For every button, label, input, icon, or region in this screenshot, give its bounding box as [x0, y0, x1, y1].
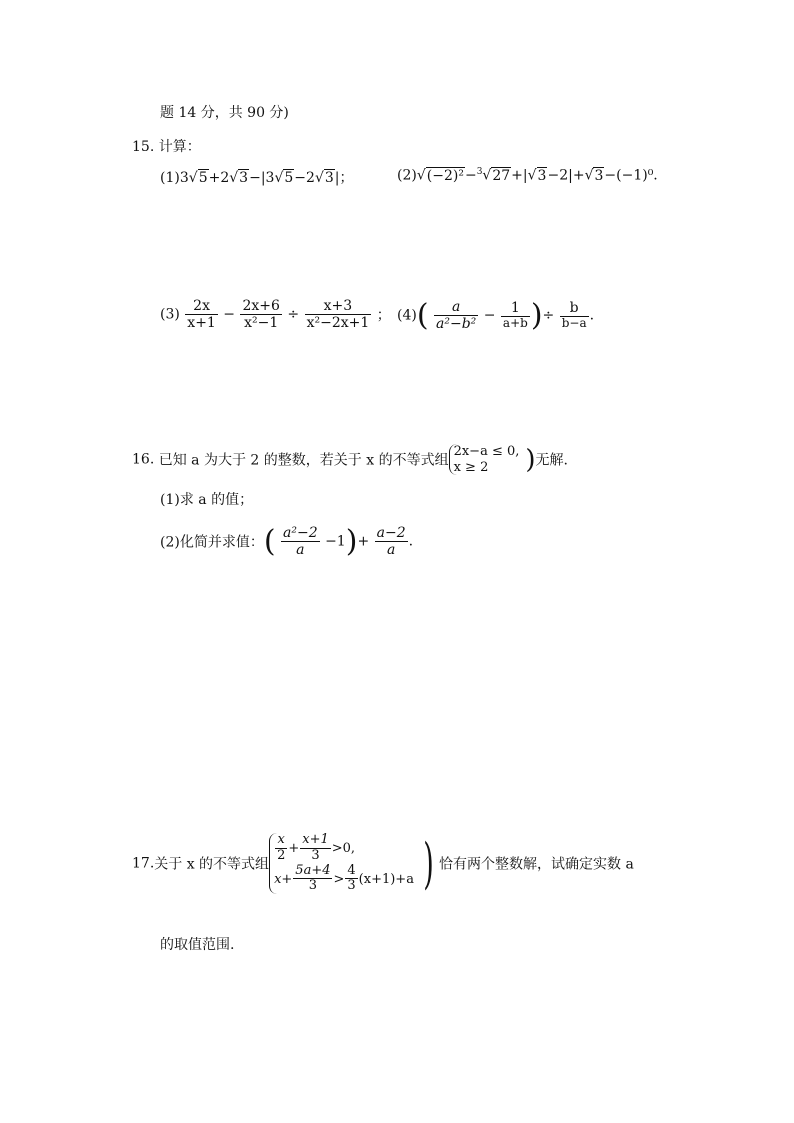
q16-system-line-1: 2x−a ≤ 0, [453, 444, 520, 459]
q16-part2 [160, 524, 413, 559]
q17-l2-f2-numerator: 4 [347, 862, 356, 878]
q17-l2-end: (x+1)+a [358, 871, 414, 887]
q16-p2-end: . [408, 533, 414, 550]
q15-p3-end: ； [376, 307, 391, 324]
q15-p4-fraction-3 [560, 300, 589, 331]
q15-p1-minus-2: −2 [294, 170, 315, 186]
q15-p3-f2-denominator: x²−1 [244, 315, 279, 332]
q16-part1: (1)求 a 的值； [160, 492, 254, 508]
q15-p1-end: |； [334, 170, 354, 186]
q15-p4-left-paren: ( [416, 298, 429, 333]
q15-p3-f3-numerator: x+3 [305, 298, 372, 315]
q15-p1-radicand-4: 3 [324, 170, 334, 186]
q15-p2-radicand-2: 27 [492, 167, 511, 184]
q15-p3-f2-numerator: 2x+6 [242, 298, 280, 314]
q15-p1-coef: 3 [179, 170, 189, 186]
q15-p4-fraction-1 [434, 299, 478, 332]
q15-p3-fraction-3 [305, 298, 372, 331]
q15-p2-minus-2: −2|+ [547, 167, 585, 184]
q15-p1-minus: −|3 [249, 170, 275, 186]
q17-text-before: 关于 x 的不等式组 [154, 856, 270, 873]
q16-system-close-paren: ) [525, 444, 536, 475]
q15-p2-plus: +| [511, 167, 528, 184]
q15-p4-f2-denominator: a+b [502, 316, 528, 331]
q15-title [132, 136, 201, 156]
q15-p4-f3-numerator: b [560, 300, 589, 317]
q17-l1-f2-numerator: x+1 [302, 831, 329, 847]
q17-system-line-1 [274, 833, 414, 864]
q15-p3-prefix: (3) [160, 306, 180, 323]
q17-l2-f2-denominator: 3 [347, 878, 356, 894]
q17-system-line-2 [274, 864, 414, 895]
q15-p2-cube-index: 3 [476, 167, 483, 177]
q15-p3-op-1: − [223, 306, 236, 323]
q16-p2-fraction-2 [375, 525, 408, 558]
q16-inequality-system [449, 444, 526, 475]
q17-l2-f1-denominator: 3 [308, 878, 318, 894]
q17-l1-f1-numerator: x [275, 833, 287, 849]
q16-text-after: 无解. [535, 452, 568, 469]
q15-p4-right-paren: ) [530, 298, 543, 333]
q17-l2-fraction-1 [293, 864, 332, 895]
q16-p2-f1-numerator: a²−2 [283, 524, 318, 541]
q15-p2-prefix: (2) [397, 167, 417, 184]
q15-p3-op-2: ÷ [287, 306, 300, 323]
q15-p2-minus: − [464, 167, 477, 184]
q15-label: 计算： [158, 139, 201, 155]
q15-p3-f1-denominator: x+1 [187, 315, 216, 332]
q15-part3 [160, 298, 391, 331]
q15-p4-f1-denominator: a²−b² [436, 316, 477, 332]
q15-p4-op-1: − [483, 307, 496, 324]
q15-p3-f1-numerator: 2x [185, 298, 218, 315]
q16-text-before: 已知 a 为大于 2 的整数，若关于 x 的不等式组 [158, 452, 449, 469]
q16-p2-plus: + [357, 533, 370, 550]
q16-p2-f2-numerator: a−2 [376, 524, 406, 541]
q15-p4-f1-numerator: a [434, 299, 478, 316]
q15-p4-f2-numerator: 1 [501, 300, 530, 317]
q15-p1-prefix: (1) [160, 170, 180, 186]
q16-system-line-2: x ≥ 2 [453, 459, 489, 475]
q17-inequality-system [269, 833, 418, 895]
q17-l2-gt: > [333, 871, 345, 887]
q15-p4-end: . [589, 307, 595, 324]
q17-line-2: 的取值范围. [160, 937, 235, 953]
q16-number: 16. [132, 451, 155, 468]
q17-number: 17. [132, 855, 155, 872]
q17-l2-x: x+ [274, 871, 293, 887]
q16-p2-fraction-1 [281, 525, 320, 558]
q17-l2-f1-numerator: 5a+4 [295, 862, 331, 878]
q16-p2-left-paren: ( [263, 524, 276, 559]
q17-l1-f2-denominator: 3 [311, 847, 320, 863]
q15-p3-fraction-1 [185, 298, 218, 331]
q17-l1-f1-denominator: 2 [277, 847, 286, 863]
q15-p2-radicand-1: (−2)² [426, 167, 464, 184]
q16-p2-prefix: (2)化简并求值： [160, 534, 264, 551]
q15-part1: (1)3√5+2√3−|3√5−2√3|； [160, 170, 354, 186]
q16-statement [132, 444, 568, 475]
q15-p2-radicand-3: 3 [537, 167, 547, 184]
q17-l1-plus: + [288, 840, 300, 856]
q16-p2-f1-denominator: a [296, 542, 305, 558]
q17-statement [132, 832, 634, 895]
q15-p3-f3-denominator: x²−2x+1 [306, 315, 370, 332]
q17-system-close-paren: ) [423, 832, 434, 895]
q15-p3-fraction-2 [240, 298, 281, 331]
q15-p4-fraction-2 [501, 300, 530, 331]
q16-p2-f2-denominator: a [386, 542, 396, 558]
q17-text-after: 恰有两个整数解，试确定实数 a [439, 856, 634, 873]
q15-p1-radicand-1: 5 [198, 170, 208, 186]
q16-p2-minus-one: −1 [325, 533, 346, 550]
q15-p2-end: −(−1)⁰. [604, 167, 658, 184]
q17-l1-fraction-1 [275, 833, 287, 864]
q16-p2-right-paren: ) [345, 524, 358, 559]
q15-number: 15. [132, 139, 155, 155]
q15-p4-prefix: (4) [397, 307, 417, 324]
q15-p1-radicand-2: 3 [239, 170, 249, 186]
q15-p1-plus: +2 [208, 170, 230, 186]
q17-l2-fraction-2 [345, 864, 357, 895]
q17-l1-fraction-2 [300, 833, 331, 864]
q15-p4-f3-denominator: b−a [561, 316, 587, 331]
section-header-fragment: 题 14 分，共 90 分) [160, 105, 289, 121]
q15-p4-op-2: ÷ [542, 307, 555, 324]
q15-p2-radicand-4: 3 [594, 167, 604, 184]
q15-part2: (2)√(−2)²−$^3$√27+|√3−2|+√3−(−1)⁰. [397, 167, 658, 184]
q15-p1-radicand-3: 5 [284, 170, 294, 186]
q15-part4 [397, 298, 594, 333]
q17-l1-end: >0, [331, 840, 356, 856]
